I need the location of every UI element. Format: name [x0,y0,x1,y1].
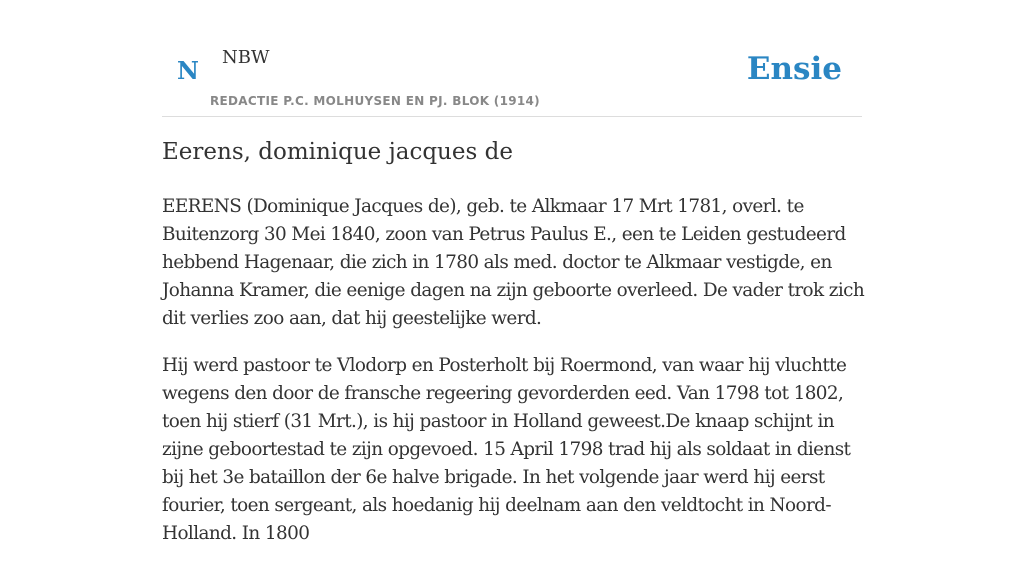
source-header [162,0,862,117]
article-body [162,193,866,567]
article-paragraph: EERENS (Dominique Jacques de), geb. te Alkmaar 17 Mrt 1781, overl. te Buitenzorg 30 Mei 1840, zoon van Petrus Paulus E., een te Leiden gestudeerd hebbend Hagenaar, die zich in 1780 als med. doctor te Alkmaar vestigde, en Johanna Kramer, die eenige dagen na zijn geboorte overleed. De vader trok zich dit verlies zoo aan, dat hij geestelijke werd. [162,196,865,329]
brand-logo-link[interactable]: Ensie [746,51,842,87]
source-logo[interactable]: N [177,56,199,85]
source-name-link[interactable]: NBW [222,47,270,68]
article-title: Eerens, dominique jacques de [162,139,513,165]
source-subtitle: REDACTIE P.C. MOLHUYSEN EN PJ. BLOK (1914) [210,94,540,108]
article-paragraph: Hij werd pastoor te Vlodorp en Posterholt bij Roermond, van waar hij vluchtte wegens den door de fransche regeering gevorderden eed. Van 1798 tot 1802, toen hij stierf (31 Mrt.), is hij pastoor in Holland geweest.De knaap schijnt in zijne geboortestad te zijn opgevoed. 15 April 1798 trad hij als soldaat in dienst bij het 3e bataillon der 6e halve brigade. In het volgende jaar werd hij eerst fourier, toen sergeant, als hoedanig hij deelnam aan den veldtocht in Noord-Holland. In 1800 [162,355,851,544]
